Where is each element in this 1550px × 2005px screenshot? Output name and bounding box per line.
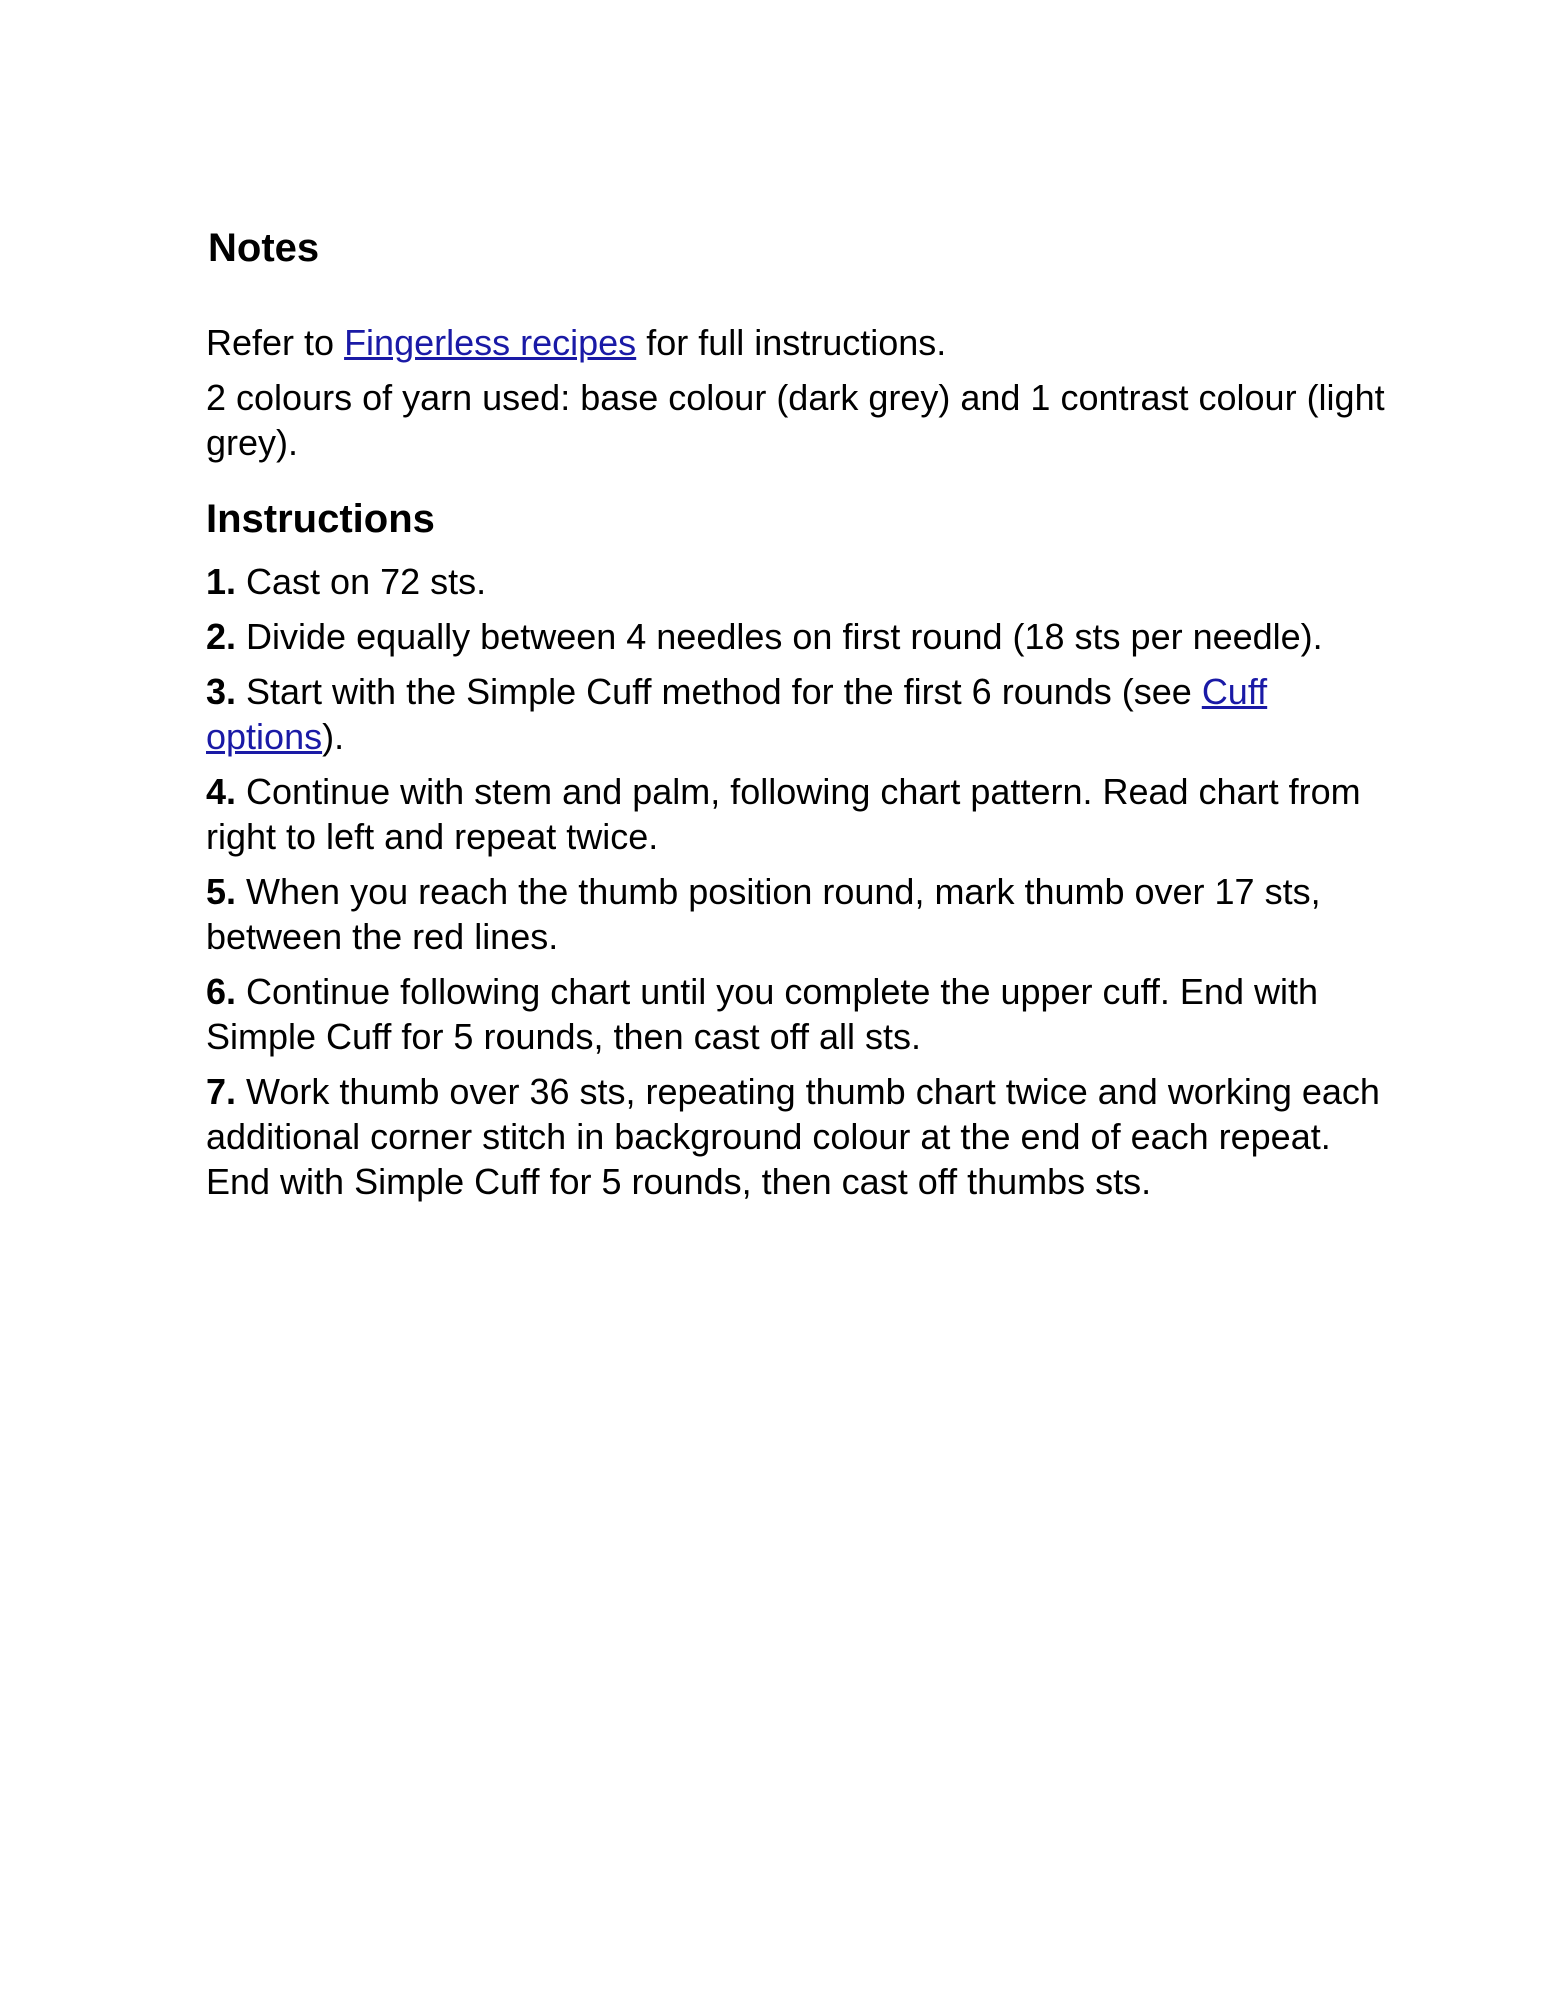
step-1 — [206, 559, 1386, 604]
step-2 — [206, 614, 1386, 659]
step-4 — [206, 769, 1386, 859]
step-number: 4. — [206, 771, 237, 812]
colours-paragraph: 2 colours of yarn used: base colour (dark grey) and 1 contrast colour (light grey). — [206, 377, 1385, 463]
refer-paragraph — [206, 320, 1386, 365]
step-6 — [206, 969, 1386, 1059]
refer-suffix: for full instructions. — [636, 322, 947, 363]
fingerless-recipes-link[interactable]: Fingerless recipes — [344, 322, 637, 363]
step-5 — [206, 869, 1386, 959]
step-text: Start with the Simple Cuff method for the first 6 rounds (see — [236, 671, 1202, 712]
document-page — [206, 224, 1386, 1214]
step-3 — [206, 669, 1386, 759]
step-text: Continue with stem and palm, following chart pattern. Read chart from right to left and repeat twice. — [206, 771, 1361, 857]
step-text: Divide equally between 4 needles on first round (18 sts per needle). — [236, 616, 1323, 657]
step-7 — [206, 1069, 1386, 1204]
step-number: 1. — [206, 561, 237, 602]
step-number: 3. — [206, 671, 237, 712]
refer-prefix: Refer to — [206, 322, 345, 363]
cuff-options-link[interactable]: Cuff options — [206, 671, 1268, 757]
notes-heading: Notes — [208, 226, 320, 270]
step-text-after: ). — [322, 716, 345, 757]
step-text: Continue following chart until you complete the upper cuff. End with Simple Cuff for 5 rounds, then cast off all sts. — [206, 971, 1318, 1057]
instructions-heading: Instructions — [206, 497, 435, 541]
step-text: Cast on 72 sts. — [236, 561, 487, 602]
step-text: Work thumb over 36 sts, repeating thumb chart twice and working each additional corner stitch in background colour at the end of each repeat. End with Simple Cuff for 5 rounds, then cast off thumbs sts. — [206, 1071, 1380, 1202]
step-text: When you reach the thumb position round, mark thumb over 17 sts, between the red lines. — [206, 871, 1321, 957]
step-number: 7. — [206, 1071, 237, 1112]
instructions-list — [206, 559, 1386, 1204]
step-number: 6. — [206, 971, 237, 1012]
step-number: 2. — [206, 616, 237, 657]
step-number: 5. — [206, 871, 237, 912]
